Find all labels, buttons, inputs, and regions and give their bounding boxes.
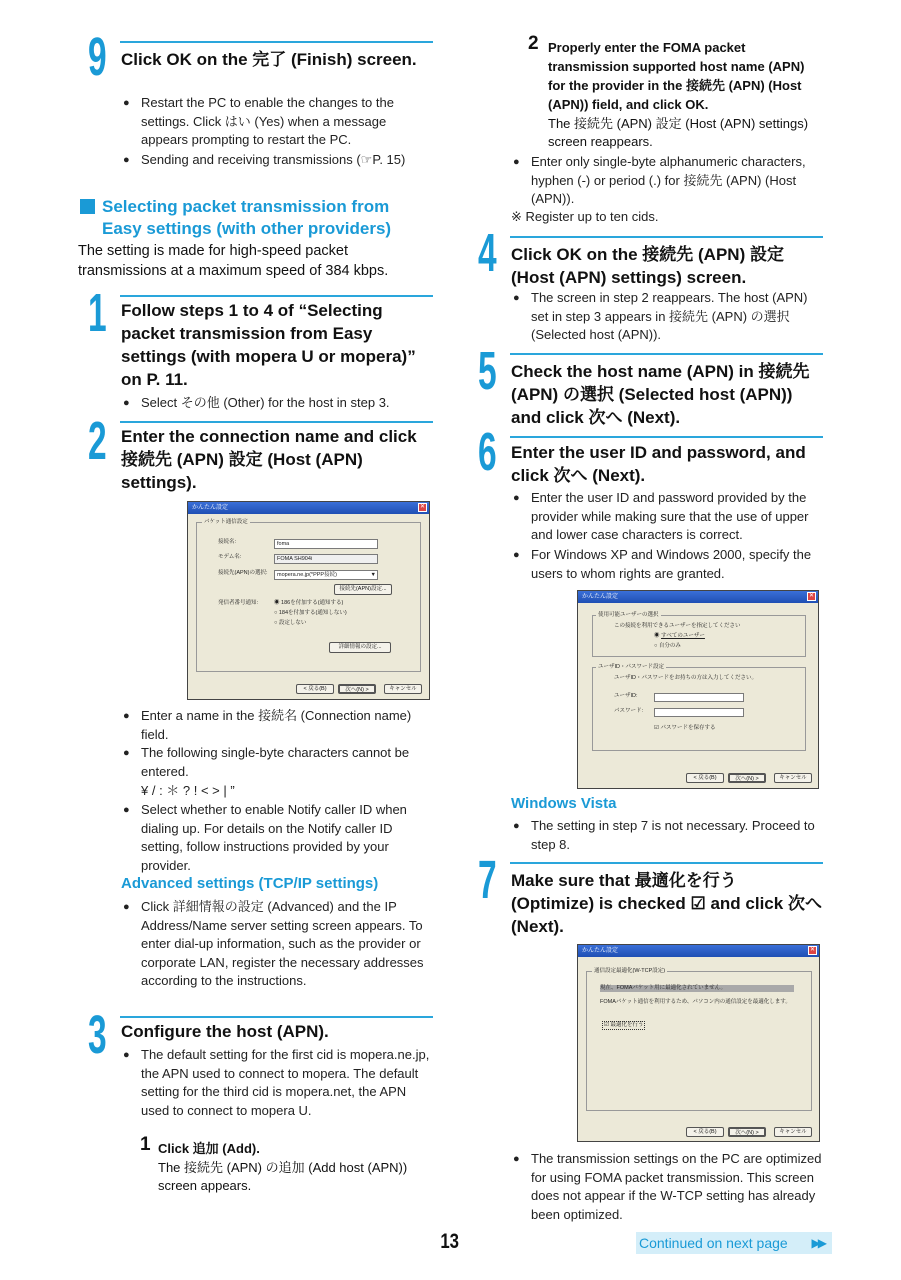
windows-vista-title: Windows Vista	[511, 795, 617, 812]
step-2-bullet-2: ● The following single-byte characters cannot be entered.	[123, 745, 410, 779]
step-2-rule	[120, 421, 433, 423]
step-3-sub-2-number: 2	[528, 33, 539, 54]
step-7-number: 7	[478, 850, 496, 910]
password-label: パスワード:	[614, 708, 644, 714]
step-6-rule	[510, 436, 823, 438]
step-3-sub-1-heading: Click 追加 (Add).	[158, 1141, 260, 1156]
advanced-button[interactable]: 詳細情報の設定...	[329, 642, 391, 653]
optimize-description: FOMAパケット通信を利用するため、パソコン内の通信設定を最適化します。	[600, 999, 791, 1005]
conn-name-label: 接続名:	[218, 539, 237, 545]
optimize-group-label: 通信設定最適化(W-TCP設定)	[594, 968, 666, 974]
register-note: ※ Register up to ten cids.	[511, 209, 659, 224]
notify-option-3[interactable]: ○ 設定しない	[274, 620, 307, 626]
dialog-1-group-label: パケット通信設定	[204, 519, 248, 525]
optimize-dialog	[577, 944, 820, 1142]
step-2-bullet-3: ● Select whether to enable Notify caller ID when dialing up. For details on the Notify caller ID setting, follow instructions provided by your provider.	[123, 802, 407, 873]
section-paragraph: The setting is made for high-speed packet transmissions at a maximum speed of 384 kbps.	[78, 243, 389, 279]
step-6-heading: Enter the user ID and password, and click 次へ (Next).	[511, 443, 806, 485]
step-1-number: 1	[88, 283, 106, 343]
cancel-button[interactable]: キャンセル	[384, 684, 422, 694]
userid-group-text: ユーザID・パスワードをお持ちの方は入力してください。	[614, 675, 758, 681]
section-title: Selecting packet transmission from Easy settings (with other providers)	[102, 197, 392, 238]
conn-name-field[interactable]: foma	[274, 539, 378, 549]
dialog-3-group	[586, 971, 812, 1111]
next-button[interactable]: 次へ(N) >	[728, 1127, 766, 1137]
dialog-3-titlebar: かんたん設定 ✕	[578, 945, 819, 957]
page-number: 13	[440, 1230, 460, 1253]
step-9-bullet-2: ● Sending and receiving transmissions (☞P. 15)	[123, 152, 406, 167]
step-6-number: 6	[478, 422, 496, 482]
dialog-1-titlebar: かんたん設定 ✕	[188, 502, 429, 514]
step-4-number: 4	[478, 223, 496, 283]
step-7-heading: Make sure that 最適化を行う (Optimize) is checked ☑ and click 次へ (Next).	[511, 871, 822, 936]
step-5-rule	[510, 353, 823, 355]
step-5-heading: Check the host name (APN) in 接続先 (APN) の選択 (Selected host (APN)) and click 次へ (Next).	[511, 362, 810, 427]
advanced-settings-title: Advanced settings (TCP/IP settings)	[121, 875, 379, 892]
user-select-group-label: 使用可能ユーザーの選択	[598, 612, 659, 618]
apn-settings-button[interactable]: 接続先(APN)設定...	[334, 584, 392, 595]
host-apn-bullet: ● Enter only single-byte alphanumeric characters, hyphen (-) or period (.) for 接続先 (APN) (Host (APN)).	[513, 154, 806, 206]
only-me-radio[interactable]: ○ 自分のみ	[654, 643, 681, 649]
back-button[interactable]: < 戻る(B)	[686, 773, 724, 783]
step-9-rule	[120, 41, 433, 43]
close-icon[interactable]: ✕	[808, 593, 815, 599]
step-4-heading: Click OK on the 接続先 (APN) 設定 (Host (APN) settings) screen.	[511, 245, 784, 287]
apn-select-label: 接続先(APN)の選択:	[218, 570, 268, 576]
user-id-field[interactable]	[654, 693, 744, 702]
step-7-rule	[510, 862, 823, 864]
continued-label: Continued on next page	[639, 1235, 788, 1251]
step-3-sub-1-text: The 接続先 (APN) の追加 (Add host (APN)) screen appears.	[158, 1160, 408, 1193]
back-button[interactable]: < 戻る(B)	[296, 684, 334, 694]
modem-field: FOMA SH904i	[274, 554, 378, 564]
close-icon[interactable]: ✕	[419, 504, 426, 510]
step-6-bullet-1: ● Enter the user ID and password provided by the provider while making sure that the use of upper and lower case characters is correct.	[513, 490, 809, 542]
next-button[interactable]: 次へ(N) >	[338, 684, 376, 694]
step-1-heading: Follow steps 1 to 4 of “Selecting packet transmission from Easy settings (with mopera U or mopera)” on P. 11.	[121, 301, 416, 389]
chevron-down-icon: ▼	[370, 572, 376, 578]
step-1-bullet: ● Select その他 (Other) for the host in step 3.	[123, 395, 390, 410]
step-7-bullet: ● The transmission settings on the PC are optimized for using FOMA packet transmission. This screen does not appear if the W-TCP setting has already been optimized.	[513, 1151, 822, 1222]
cancel-button[interactable]: キャンセル	[774, 1127, 812, 1137]
modem-label: モデム名:	[218, 554, 242, 560]
optimize-status-banner: 現在、FOMAパケット用に最適化されていません。	[600, 985, 794, 992]
step-2-number: 2	[88, 411, 106, 471]
vista-bullet: ● The setting in step 7 is not necessary. Proceed to step 8.	[513, 818, 815, 852]
step-3-sub-1-number: 1	[140, 1134, 151, 1155]
step-3-rule	[120, 1016, 433, 1018]
step-5-number: 5	[478, 341, 496, 401]
notify-option-1[interactable]: ◉ 186を付加する(通知する)	[274, 600, 344, 606]
notify-label: 発信者番号通知:	[218, 600, 259, 606]
step-2-heading: Enter the connection name and click 接続先 (APN) 設定 (Host (APN) settings).	[121, 427, 417, 492]
dialog-2-titlebar: かんたん設定 ✕	[578, 591, 818, 603]
user-id-dialog	[577, 590, 819, 789]
step-1-rule	[120, 295, 433, 297]
step-9-bullet-1: ● Restart the PC to enable the changes to the settings. Click はい (Yes) when a message appears prompting to restart the PC.	[123, 95, 394, 147]
section-marker	[80, 199, 95, 214]
apn-select[interactable]: mopera.ne.jp(*PPP接続) ▼	[274, 570, 378, 580]
step-9-number: 9	[88, 27, 106, 87]
step-3-sub-2-heading: Properly enter the FOMA packet transmission supported host name (APN) for the provider in the 接続先 (APN) (Host (APN)) field, and click OK.	[548, 40, 805, 112]
step-3-bullet: ● The default setting for the first cid is mopera.ne.jp, the APN used to connect to mopera. The default setting for the third cid is mopera.net, the APN used to connect to mopera U.	[123, 1047, 430, 1118]
back-button[interactable]: < 戻る(B)	[686, 1127, 724, 1137]
notify-option-2[interactable]: ○ 184を付加する(通知しない)	[274, 610, 347, 616]
step-9-heading: Click OK on the 完了 (Finish) screen.	[121, 50, 417, 69]
step-4-rule	[510, 236, 823, 238]
step-3-heading: Configure the host (APN).	[121, 1022, 329, 1041]
save-password-checkbox[interactable]: ☑ パスワードを保存する	[654, 725, 716, 731]
all-users-radio[interactable]: ◉ すべてのユーザー	[654, 633, 705, 639]
user-id-label: ユーザID:	[614, 693, 638, 699]
step-6-bullet-2: ● For Windows XP and Windows 2000, specify the users to whom rights are granted.	[513, 547, 812, 581]
continued-next-page[interactable]	[636, 1232, 832, 1254]
password-field[interactable]	[654, 708, 744, 717]
step-2-bullet-1: ● Enter a name in the 接続名 (Connection name) field.	[123, 708, 412, 742]
forbidden-characters: ¥ / : ＊ ? ! < > | ”	[141, 783, 235, 798]
optimize-checkbox[interactable]: ☑ 最適化を行う	[604, 1022, 644, 1028]
advanced-bullet: ● Click 詳細情報の設定 (Advanced) and the IP Address/Name server setting screen appears. To enter dial-up information, such as the provider or corporate LAN, register the necessary addresses according to the instructions.	[123, 899, 424, 988]
user-select-text: この接続を利用できるユーザーを指定してください	[614, 623, 741, 629]
step-3-number: 3	[88, 1005, 106, 1065]
next-button[interactable]: 次へ(N) >	[728, 773, 766, 783]
connection-settings-dialog	[187, 501, 430, 700]
step-3-sub-2-text: The 接続先 (APN) 設定 (Host (APN) settings) screen reappears.	[548, 116, 809, 149]
close-icon[interactable]: ✕	[809, 947, 816, 953]
step-4-bullet: ● The screen in step 2 reappears. The host (APN) set in step 3 appears in 接続先 (APN) の選択 (Selected host (APN)).	[513, 290, 808, 342]
cancel-button[interactable]: キャンセル	[774, 773, 812, 783]
double-arrow-right-icon: ▶▶	[811, 1236, 824, 1250]
userid-group-label: ユーザID・パスワード設定	[598, 664, 665, 670]
